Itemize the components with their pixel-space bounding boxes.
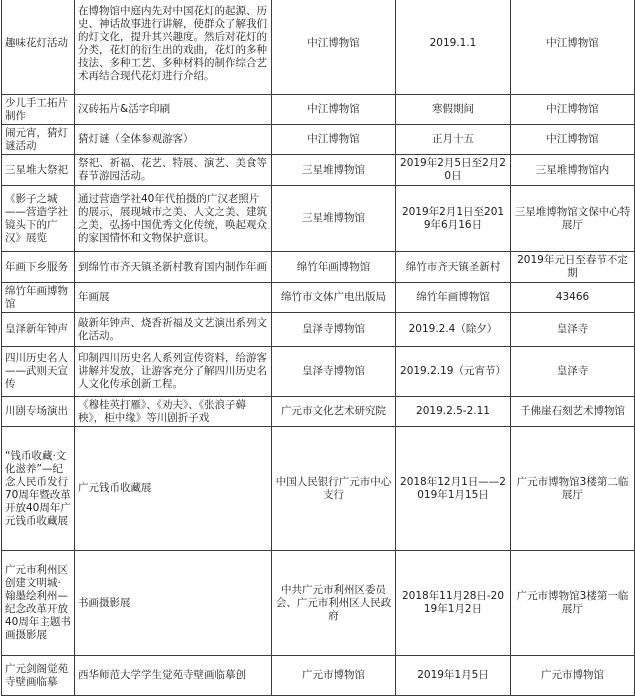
activity-organizer: 绵竹市文体广电出版局 [272, 283, 396, 313]
activity-venue: 广元市博物馆3楼第二临展厅 [511, 427, 635, 551]
activity-organizer: 广元市文化艺术研究院 [272, 397, 396, 427]
activity-venue: 广元市博物馆 [511, 656, 635, 696]
activity-description: 广元钱币收藏展 [75, 427, 272, 551]
activity-venue: 广元市博物馆3楼第一临展厅 [511, 551, 635, 656]
activity-venue: 皇泽寺 [511, 347, 635, 397]
table-row [2, 125, 635, 155]
activity-date: 2019.2.19（元宵节） [396, 347, 511, 397]
table-row [2, 186, 635, 252]
table-row [2, 427, 635, 551]
table-row [2, 283, 635, 313]
activity-organizer: 三星堆博物馆 [272, 186, 396, 252]
activity-venue: 2019年元日至春节不定期 [511, 252, 635, 283]
activity-venue: 43466 [511, 283, 635, 313]
table-row [2, 397, 635, 427]
activity-organizer: 中共广元市利州区委员会、广元市利州区人民政府 [272, 551, 396, 656]
activity-date: 2018年12月1日——2019年1月15日 [396, 427, 511, 551]
activity-date: 寒假期间 [396, 95, 511, 125]
activity-organizer: 中江博物馆 [272, 125, 396, 155]
table-row [2, 95, 635, 125]
activity-organizer: 中江博物馆 [272, 95, 396, 125]
activity-organizer: 绵竹年画博物馆 [272, 252, 396, 283]
activity-name: 四川历史名人——武则天宣传 [2, 347, 75, 397]
activity-description: 印制四川历史名人系列宣传资料，给游客讲解并发放，让游客充分了解四川历史名人文化传承创新工程。 [75, 347, 272, 397]
table-row [2, 313, 635, 347]
activity-description: 西华师范大学学生觉苑寺壁画临摹创 [75, 656, 272, 696]
activity-organizer: 皇泽寺博物馆 [272, 347, 396, 397]
activity-date: 正月十五 [396, 125, 511, 155]
table-row [2, 656, 635, 696]
table-row [2, 0, 635, 95]
activity-description: 在博物馆中庭内先对中国花灯的起源、历史、神话故事进行讲解，使群众了解我们的灯文化，提升其兴趣度。然后对花灯的分类，花灯的衍生出的戏曲，花灯的多种技法、多种工艺、多种材料的制作综合艺术再结合现代花灯进行介绍。 [75, 0, 272, 95]
activity-organizer: 三星堆博物馆 [272, 155, 396, 186]
activity-name: “钱币收藏·文化滋养”—纪念人民币发行70周年暨改革开放40周年广元钱币收藏展 [2, 427, 75, 551]
activity-name: 三星堆大祭祀 [2, 155, 75, 186]
activity-date: 2019年1月5日 [396, 656, 511, 696]
activity-description: 《穆桂英打雁》、《劝夫》、《张浪子薅秧》，柜中缘》等川剧折子戏 [75, 397, 272, 427]
activity-name: 皇泽新年钟声 [2, 313, 75, 347]
activity-description: 到绵竹市齐天镇圣新村教育国内制作年画 [75, 252, 272, 283]
activity-organizer: 中江博物馆 [272, 0, 396, 95]
table-row [2, 551, 635, 656]
table-row [2, 155, 635, 186]
activity-organizer: 广元市博物馆 [272, 656, 396, 696]
activity-venue: 千佛崖石刻艺术博物馆 [511, 397, 635, 427]
activity-name: 年画下乡服务 [2, 252, 75, 283]
activity-name: 广元剑阁觉苑寺壁画临摹 [2, 656, 75, 696]
table-row [2, 252, 635, 283]
activity-venue: 皇泽寺 [511, 313, 635, 347]
activity-name: 绵竹年画博物馆 [2, 283, 75, 313]
activity-venue: 中江博物馆 [511, 95, 635, 125]
activity-date: 2019年2月5日至2月20日 [396, 155, 511, 186]
activity-name: 少儿手工拓片制作 [2, 95, 75, 125]
activity-date: 2019.2.5-2.11 [396, 397, 511, 427]
activity-name: 趣味花灯活动 [2, 0, 75, 95]
activity-name: 广元市利州区创建文明城·翰墨绘利州—纪念改革开放40周年主题书画摄影展 [2, 551, 75, 656]
activity-table [1, 0, 635, 696]
activity-venue: 三星堆博物馆内 [511, 155, 635, 186]
activity-organizer: 皇泽寺博物馆 [272, 313, 396, 347]
activity-venue: 中江博物馆 [511, 0, 635, 95]
activity-venue: 中江博物馆 [511, 125, 635, 155]
activity-description: 通过营造学社40年代拍摄的广汉老照片的展示，展现城市之美、人文之美、建筑之美，弘扬中国优秀文化传统，唤起观众的家国情怀和文物保护意识。 [75, 186, 272, 252]
activity-description: 书画摄影展 [75, 551, 272, 656]
activity-description: 年画展 [75, 283, 272, 313]
activity-date: 绵竹年画博物馆 [396, 283, 511, 313]
activity-date: 绵竹市齐天镇圣新村 [396, 252, 511, 283]
activity-description: 祭祀、祈福、花艺、特展、演艺、美食等春节游园活动。 [75, 155, 272, 186]
activity-venue: 三星堆博物馆文保中心特展厅 [511, 186, 635, 252]
activity-date: 2019年2月1日至2019年6月16日 [396, 186, 511, 252]
activity-name: 川剧专场演出 [2, 397, 75, 427]
activity-description: 猜灯谜（全体参观游客） [75, 125, 272, 155]
activity-organizer: 中国人民银行广元市中心支行 [272, 427, 396, 551]
activity-date: 2018年11月28日-2019年1月2日 [396, 551, 511, 656]
activity-date: 2019.1.1 [396, 0, 511, 95]
activity-name: 《影子之城——营造学社镜头下的广汉》展览 [2, 186, 75, 252]
activity-name: 闹元宵，猜灯谜活动 [2, 125, 75, 155]
activity-description: 敲新年钟声、烧香祈福及文艺演出系列文化活动。 [75, 313, 272, 347]
activity-date: 2019.2.4（除夕） [396, 313, 511, 347]
activity-description: 汉砖拓片&活字印刷 [75, 95, 272, 125]
table-row [2, 347, 635, 397]
